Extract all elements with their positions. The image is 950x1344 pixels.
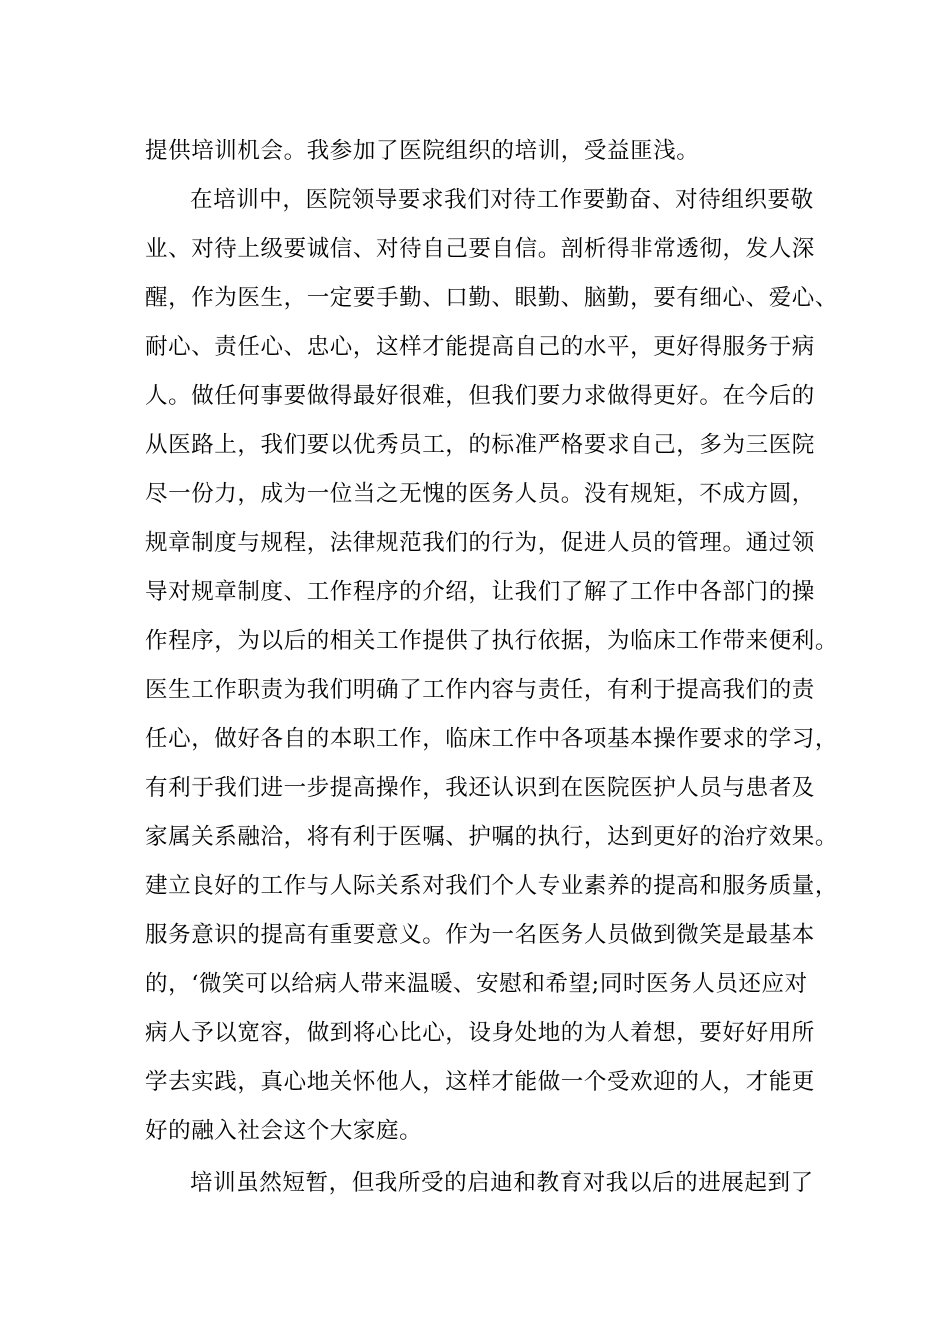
text-line-8: 尽一份力，成为一位当之无愧的医务人员。没有规矩，不成方圆， [145, 481, 815, 507]
text-line-13: 任心，做好各自的本职工作，临床工作中各项基本操作要求的学习， [145, 726, 839, 752]
text-line-22: 培训虽然短暂，但我所受的启迪和教育对我以后的进展起到了 [190, 1170, 814, 1196]
text-line-5: 耐心、责任心、忠心，这样才能提高自己的水平，更好得服务于病 [145, 334, 815, 360]
text-line-9: 规章制度与规程，法律规范我们的行为，促进人员的管理。通过领 [145, 530, 815, 556]
text-line-2: 在培训中，医院领导要求我们对待工作要勤奋、对待组织要敬 [190, 187, 814, 213]
text-line-1: 提供培训机会。我参加了医院组织的培训，受益匪浅。 [145, 138, 700, 164]
text-line-12: 医生工作职责为我们明确了工作内容与责任，有利于提高我们的责 [145, 677, 815, 703]
text-line-6: 人。做任何事要做得最好很难，但我们要力求做得更好。在今后的 [145, 383, 815, 409]
text-line-14: 有利于我们进一步提高操作，我还认识到在医院医护人员与患者及 [145, 775, 815, 801]
text-line-21: 好的融入社会这个大家庭。 [145, 1118, 423, 1144]
text-line-17: 服务意识的提高有重要意义。作为一名医务人员做到微笑是最基本 [145, 922, 815, 948]
text-line-20: 学去实践，真心地关怀他人，这样才能做一个受欢迎的人，才能更 [145, 1069, 815, 1095]
text-line-7: 从医路上，我们要以优秀员工，的标准严格要求自己，多为三医院 [145, 432, 815, 458]
text-line-19: 病人予以宽容，做到将心比心，设身处地的为人着想，要好好用所 [145, 1020, 815, 1046]
text-line-10: 导对规章制度、工作程序的介绍，让我们了解了工作中各部门的操 [145, 579, 815, 605]
text-line-11: 作程序，为以后的相关工作提供了执行依据，为临床工作带来便利。 [145, 628, 839, 654]
text-line-18: 的，‘微笑可以给病人带来温暖、安慰和希望;同时医务人员还应对 [145, 971, 808, 997]
text-line-3: 业、对待上级要诚信、对待自己要自信。剖析得非常透彻，发人深 [145, 236, 815, 262]
text-line-4: 醒，作为医生，一定要手勤、口勤、眼勤、脑勤，要有细心、爱心、 [145, 285, 839, 311]
text-line-16: 建立良好的工作与人际关系对我们个人专业素养的提高和服务质量， [145, 873, 839, 899]
text-line-15: 家属关系融洽，将有利于医嘱、护嘱的执行，达到更好的治疗效果。 [145, 824, 839, 850]
